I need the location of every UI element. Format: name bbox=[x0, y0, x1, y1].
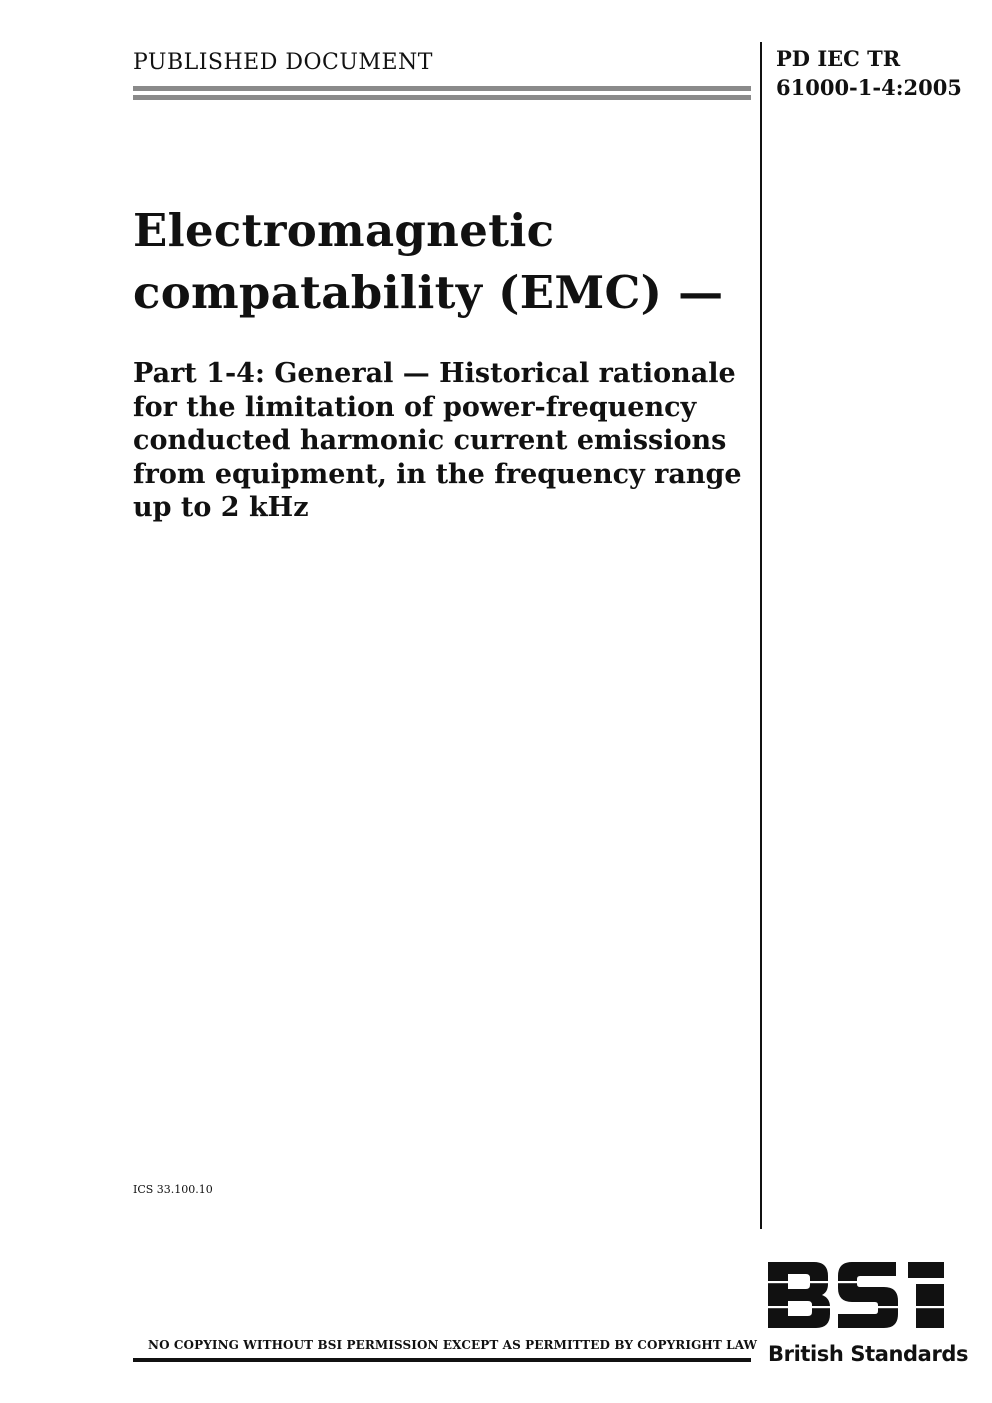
ics-code: ICS 33.100.10 bbox=[133, 1183, 213, 1196]
bsi-logo-letter-b bbox=[768, 1262, 830, 1328]
header-rule-top bbox=[133, 86, 751, 91]
vertical-divider bbox=[760, 42, 762, 1229]
subtitle-line-2: for the limitation of power-frequency bbox=[133, 391, 697, 423]
bsi-logo-mark bbox=[768, 1262, 944, 1328]
page-title bbox=[133, 200, 753, 324]
header-rule-bottom bbox=[133, 95, 751, 100]
document-number bbox=[776, 44, 962, 102]
title-line-2: compatability (EMC) — bbox=[133, 266, 724, 319]
subtitle-line-4: from equipment, in the frequency range bbox=[133, 458, 742, 490]
copyright-notice: NO COPYING WITHOUT BSI PERMISSION EXCEPT AS PERMITTED BY COPYRIGHT LAW bbox=[148, 1338, 758, 1352]
title-line-1: Electromagnetic bbox=[133, 204, 555, 257]
footer-rule bbox=[133, 1358, 751, 1362]
subtitle-line-5: up to 2 kHz bbox=[133, 492, 309, 523]
british-standards-wordmark: British Standards bbox=[768, 1342, 969, 1366]
document-number-line-1: PD IEC TR bbox=[776, 46, 901, 71]
bsi-logo-letter-i bbox=[908, 1262, 944, 1328]
document-number-line-2: 61000-1-4:2005 bbox=[776, 75, 962, 100]
page-subtitle bbox=[133, 357, 758, 525]
subtitle-line-1: Part 1-4: General — Historical rationale bbox=[133, 358, 736, 389]
bsi-logo-letter-s bbox=[838, 1262, 898, 1328]
published-document-label: PUBLISHED DOCUMENT bbox=[133, 50, 433, 75]
subtitle-line-3: conducted harmonic current emissions bbox=[133, 425, 727, 456]
